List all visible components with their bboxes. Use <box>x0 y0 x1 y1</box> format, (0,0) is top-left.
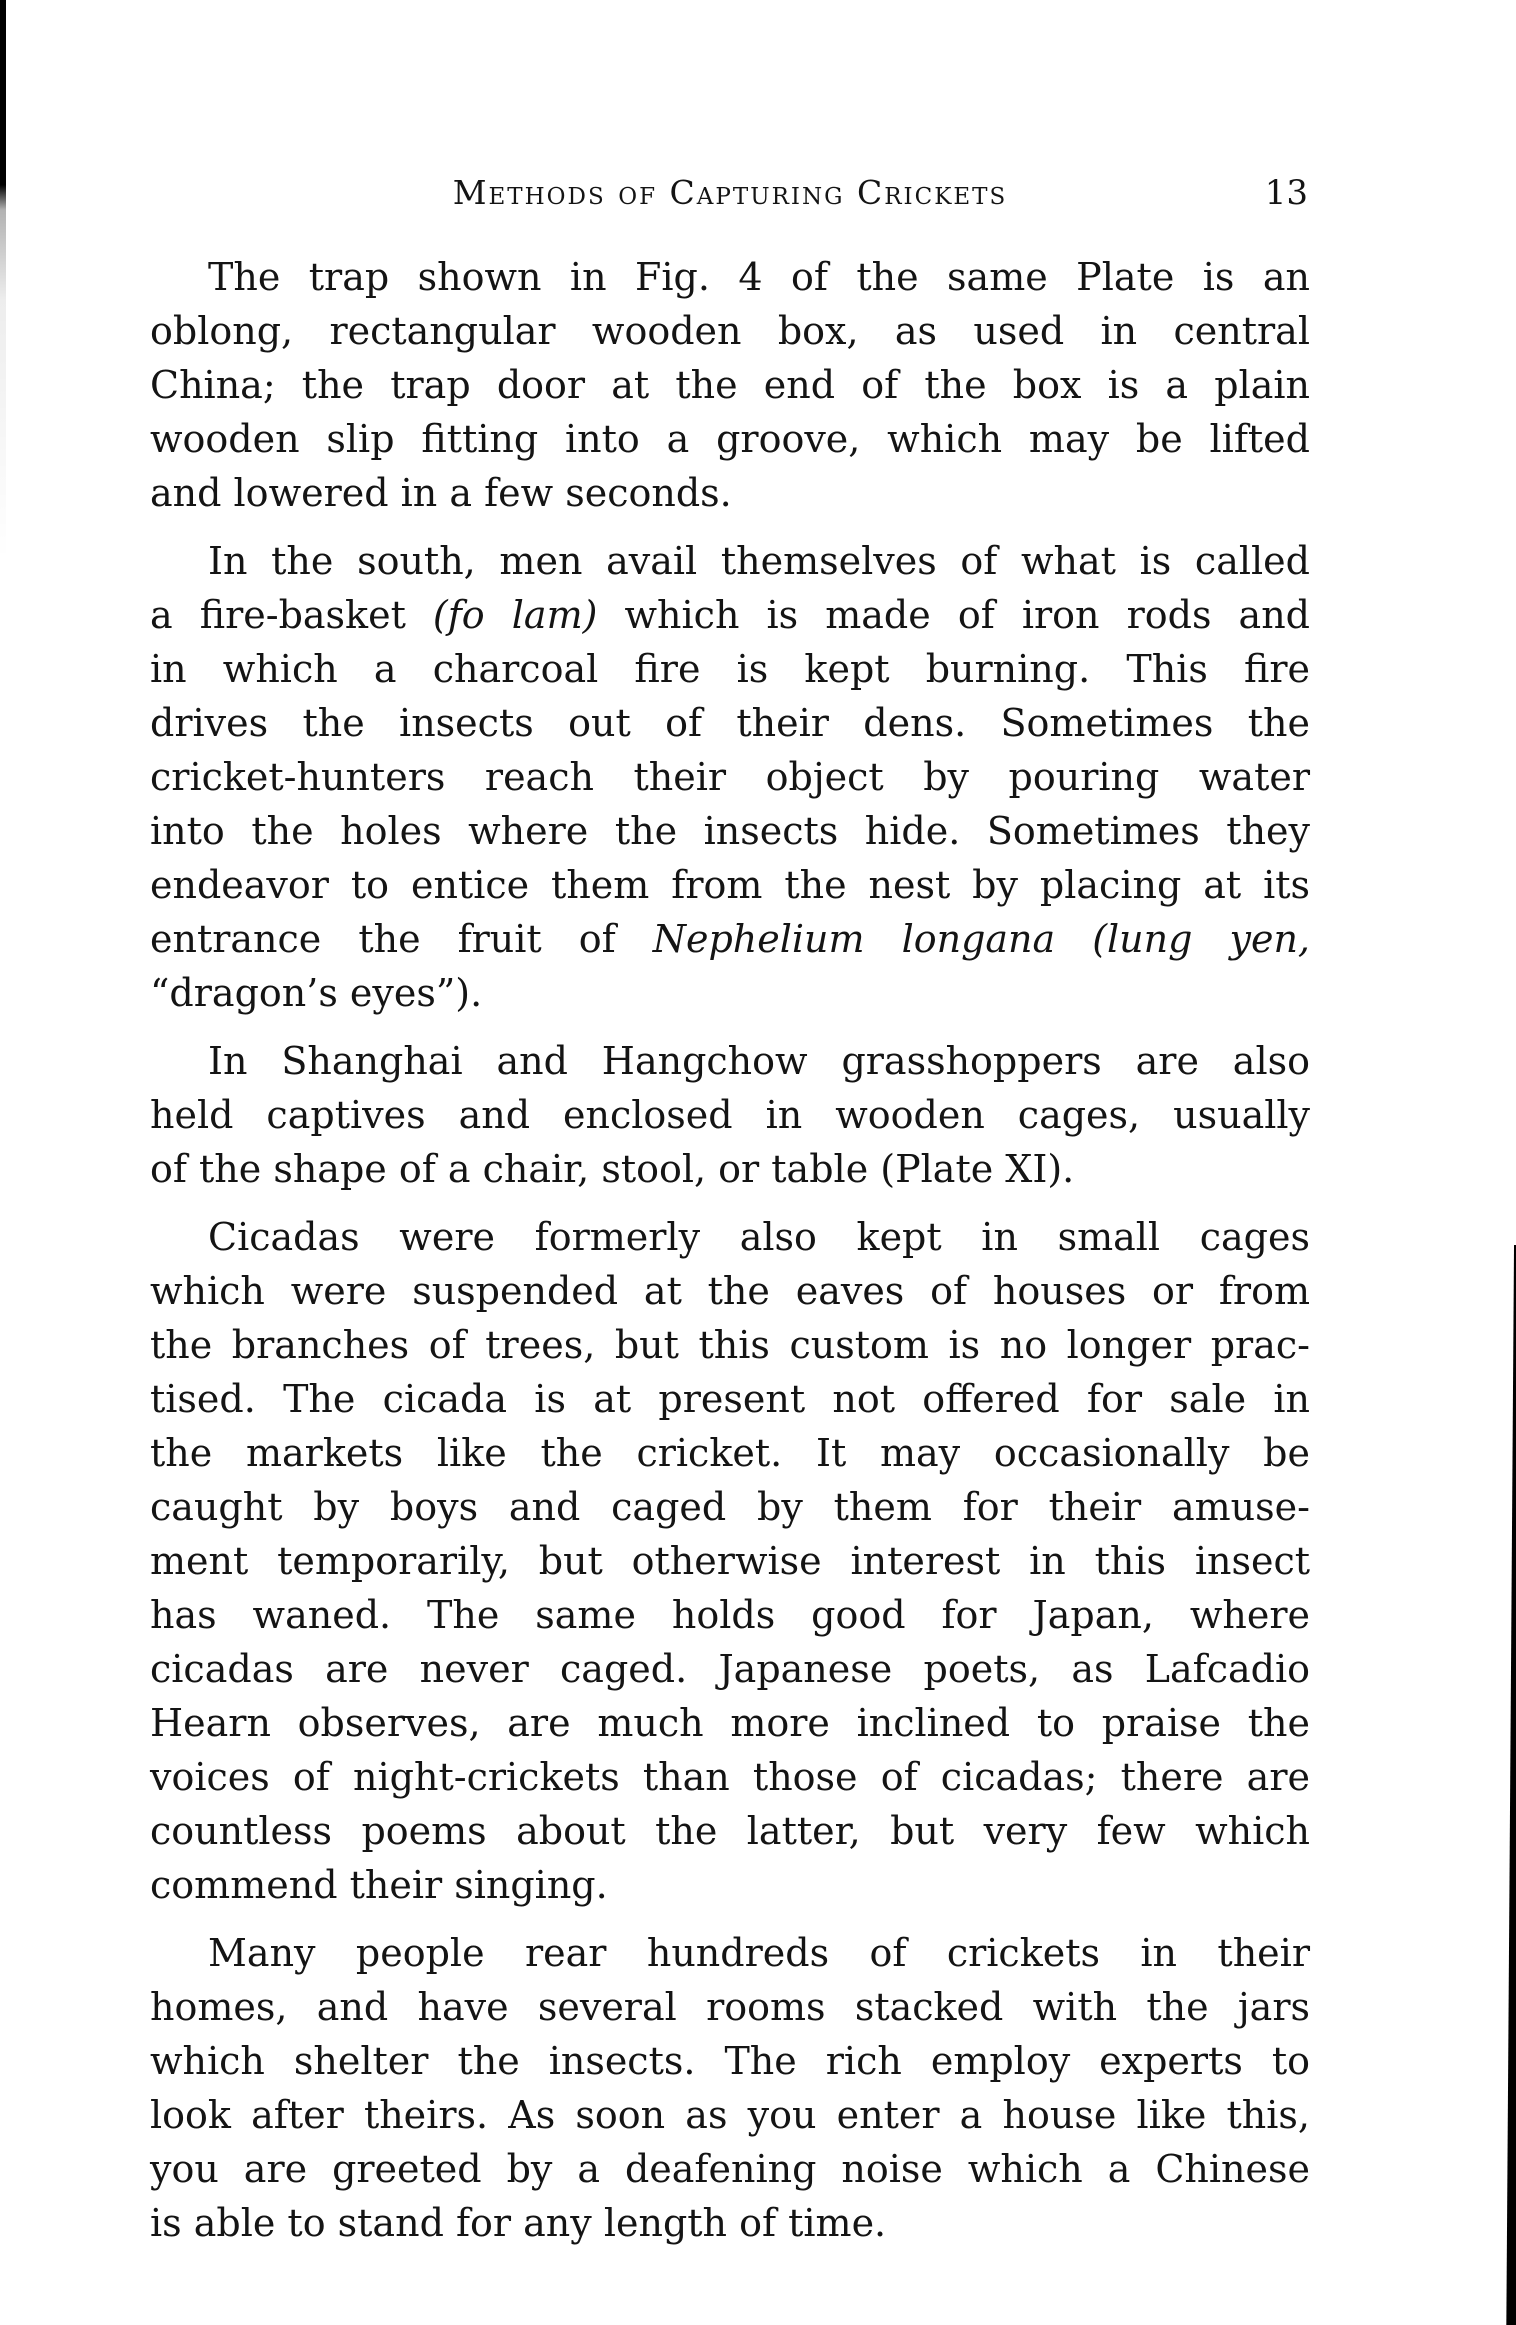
text-segment: entrance the fruit of <box>150 917 653 961</box>
text-line <box>150 588 1310 642</box>
text-segment: held captives and enclosed in wooden cages, usually <box>150 1093 1310 1137</box>
text-line <box>150 642 1310 696</box>
body-text <box>150 250 1310 2250</box>
text-line <box>150 2034 1310 2088</box>
text-segment: Cicadas were formerly also kept in small cages <box>208 1215 1310 1259</box>
text-line <box>150 1534 1310 1588</box>
text-line <box>150 966 1310 1020</box>
paragraph <box>150 250 1310 520</box>
paragraph <box>150 1210 1310 1912</box>
text-segment: endeavor to entice them from the nest by placing at its <box>150 863 1310 907</box>
text-line <box>150 1142 1310 1196</box>
text-line <box>150 250 1310 304</box>
text-segment: and lowered in a few seconds. <box>150 471 732 515</box>
text-line <box>150 1426 1310 1480</box>
text-segment: In Shanghai and Hangchow grasshoppers are also <box>208 1039 1310 1083</box>
text-line <box>150 1088 1310 1142</box>
text-segment: has waned. The same holds good for Japan, where <box>150 1593 1310 1637</box>
text-line <box>150 1318 1310 1372</box>
text-segment: of the shape of a chair, stool, or table (Plate XI). <box>150 1147 1075 1191</box>
text-line <box>150 1980 1310 2034</box>
italic-text: Nephelium longana (lung yen, <box>652 917 1310 961</box>
text-segment: Hearn observes, are much more inclined to praise the <box>150 1701 1310 1745</box>
text-segment: cicadas are never caged. Japanese poets, as Lafcadio <box>150 1647 1310 1691</box>
scan-edge-artifact-right <box>1505 1245 1516 2325</box>
text-line <box>150 1034 1310 1088</box>
text-segment: the markets like the cricket. It may occasionally be <box>150 1431 1310 1475</box>
text-segment: commend their singing. <box>150 1863 608 1907</box>
text-line <box>150 1588 1310 1642</box>
text-segment: voices of night-crickets than those of cicadas; there are <box>150 1755 1310 1799</box>
text-line <box>150 1804 1310 1858</box>
text-line <box>150 1696 1310 1750</box>
text-segment: countless poems about the latter, but very few which <box>150 1809 1310 1853</box>
text-segment: which were suspended at the eaves of houses or from <box>150 1269 1310 1313</box>
text-line <box>150 304 1310 358</box>
text-line <box>150 1926 1310 1980</box>
text-line <box>150 750 1310 804</box>
text-segment: The trap shown in Fig. 4 of the same Plate is an <box>208 255 1310 299</box>
text-line <box>150 858 1310 912</box>
text-line <box>150 2196 1310 2250</box>
text-line <box>150 2142 1310 2196</box>
paragraph <box>150 1034 1310 1196</box>
italic-text: (fo lam) <box>432 593 598 637</box>
text-line <box>150 1372 1310 1426</box>
text-segment: drives the insects out of their dens. Sometimes the <box>150 701 1310 745</box>
text-line <box>150 1480 1310 1534</box>
scan-edge-artifact-left <box>0 0 6 560</box>
text-segment: In the south, men avail themselves of what is called <box>208 539 1310 583</box>
text-line <box>150 358 1310 412</box>
running-header <box>150 170 1310 216</box>
text-segment: a fire-basket <box>150 593 433 637</box>
text-segment: ment temporarily, but otherwise interest in this insect <box>150 1539 1310 1583</box>
text-segment: look after theirs. As soon as you enter a house like this, <box>150 2093 1310 2137</box>
text-segment: cricket-hunters reach their object by pouring water <box>150 755 1310 799</box>
text-segment: wooden slip fitting into a groove, which may be lifted <box>150 417 1310 461</box>
paragraph <box>150 1926 1310 2250</box>
text-line <box>150 1264 1310 1318</box>
text-line <box>150 696 1310 750</box>
text-segment: which is made of iron rods and <box>597 593 1310 637</box>
text-line <box>150 804 1310 858</box>
text-segment: the branches of trees, but this custom is no longer prac- <box>150 1323 1310 1367</box>
text-line <box>150 534 1310 588</box>
text-segment: homes, and have several rooms stacked with the jars <box>150 1985 1310 2029</box>
text-line <box>150 1750 1310 1804</box>
text-segment: China; the trap door at the end of the box is a plain <box>150 363 1310 407</box>
text-line <box>150 1642 1310 1696</box>
text-segment: in which a charcoal fire is kept burning. This fire <box>150 647 1310 691</box>
text-line <box>150 912 1310 966</box>
page-content <box>150 170 1310 2264</box>
paragraph <box>150 534 1310 1020</box>
text-segment: “dragon’s eyes”). <box>150 971 483 1015</box>
text-segment: tised. The cicada is at present not offered for sale in <box>150 1377 1310 1421</box>
page-number: 13 <box>1264 173 1308 213</box>
text-line <box>150 1858 1310 1912</box>
text-line <box>150 1210 1310 1264</box>
text-line <box>150 2088 1310 2142</box>
text-segment: which shelter the insects. The rich employ experts to <box>150 2039 1310 2083</box>
page-title: Methods of Capturing Crickets <box>452 173 1008 212</box>
text-segment: oblong, rectangular wooden box, as used in central <box>150 309 1310 353</box>
text-line <box>150 412 1310 466</box>
text-segment: Many people rear hundreds of crickets in their <box>208 1931 1310 1975</box>
text-segment: into the holes where the insects hide. Sometimes they <box>150 809 1310 853</box>
text-segment: caught by boys and caged by them for their amuse- <box>150 1485 1310 1529</box>
text-segment: is able to stand for any length of time. <box>150 2201 887 2245</box>
text-segment: you are greeted by a deafening noise which a Chinese <box>150 2147 1310 2191</box>
text-line <box>150 466 1310 520</box>
